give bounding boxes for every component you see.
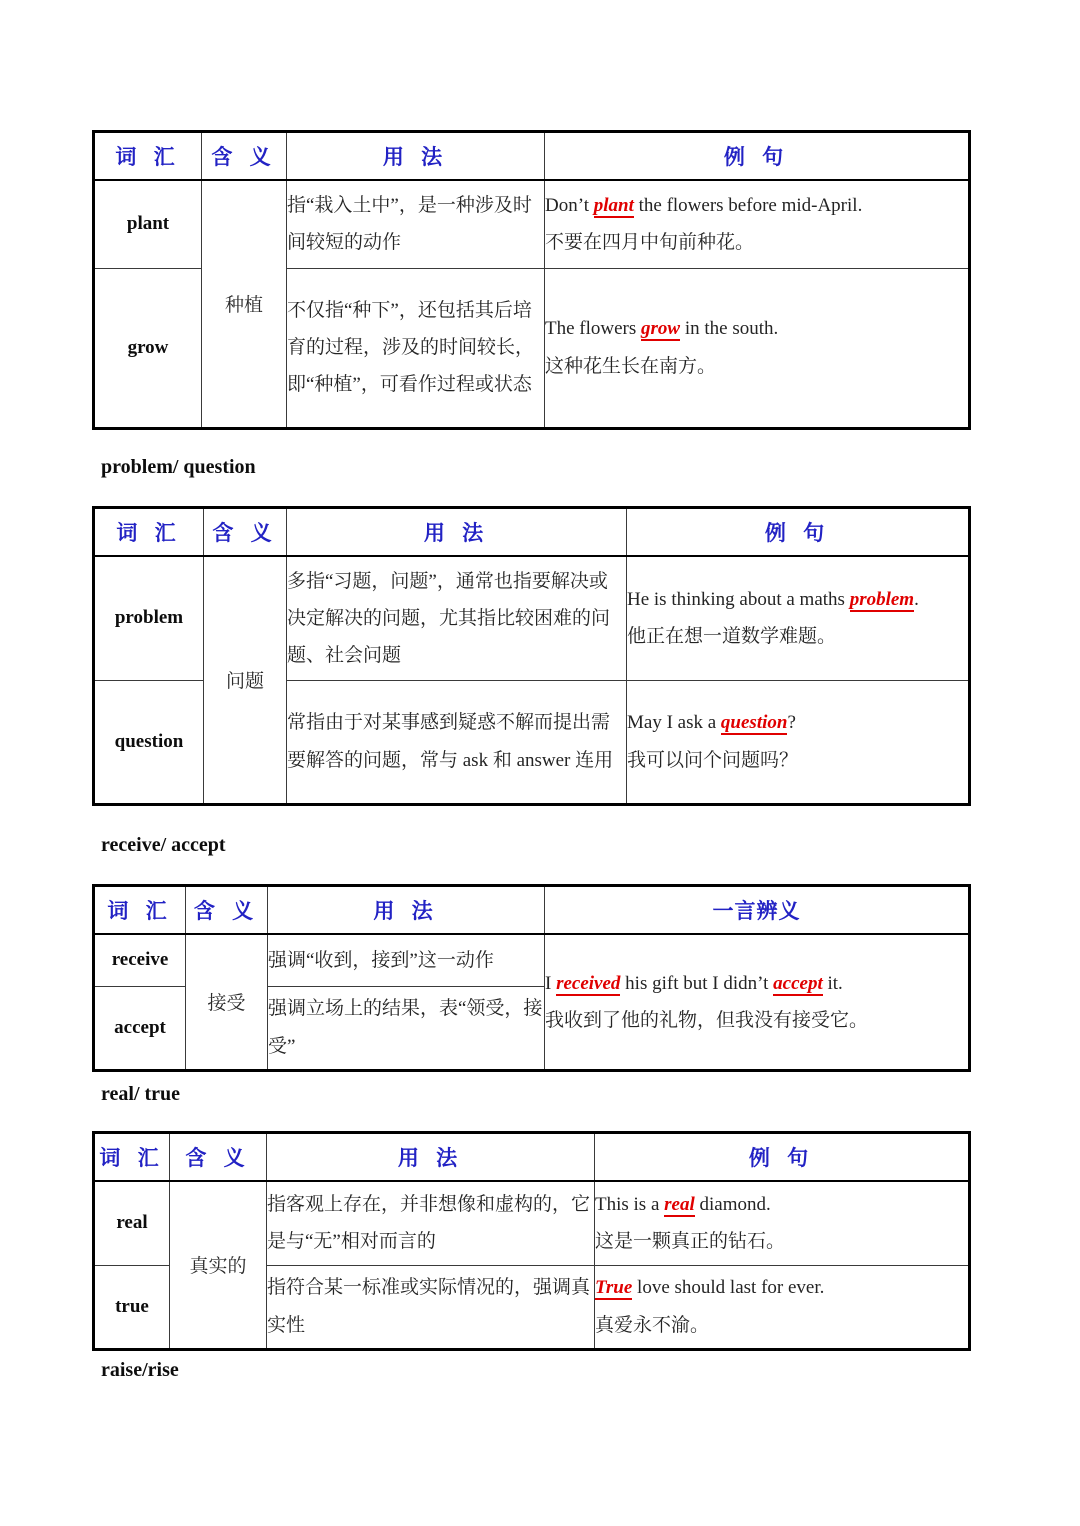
header-meaning: 含 义: [202, 132, 287, 181]
word-cell: receive: [94, 934, 186, 986]
section-caption-problem-question: problem/ question: [101, 456, 256, 478]
example-en-before: The flowers: [545, 318, 642, 340]
word-cell: problem: [94, 556, 204, 680]
word-cell: plant: [94, 180, 202, 268]
header-example: 例 句: [595, 1133, 970, 1182]
example-cell-merged: [545, 934, 970, 1070]
table-header-row: [94, 886, 970, 935]
meaning-cell: 接受: [186, 934, 268, 1070]
section-caption-raise-rise: raise/rise: [101, 1359, 179, 1381]
example-en-after: diamond.: [694, 1194, 771, 1216]
header-meaning: 含 义: [204, 508, 287, 557]
example-en-after: love should last for ever.: [632, 1277, 825, 1299]
table-row: [94, 1181, 970, 1265]
keyword-highlight-received: received: [556, 972, 621, 994]
usage-cell: 指“栽入土中”，是一种涉及时间较短的动作: [287, 180, 545, 268]
usage-cell: 不仅指“种下”，还包括其后培育的过程，涉及的时间较长，即“种植”，可看作过程或状态: [287, 268, 545, 428]
example-cell: [627, 556, 970, 680]
keyword-highlight: True: [595, 1277, 633, 1299]
word-cell: accept: [94, 986, 186, 1070]
example-cell: [545, 180, 970, 268]
usage-cell: 常指由于对某事感到疑惑不解而提出需要解答的问题，常与 ask 和 answer 连用: [287, 680, 627, 804]
usage-cell: 指符合某一标准或实际情况的，强调真实性: [267, 1265, 595, 1349]
example-zh: 不要在四月中旬前种花。: [545, 232, 755, 254]
meaning-cell: 真实的: [170, 1181, 267, 1349]
header-example: 例 句: [627, 508, 970, 557]
header-word: 词 汇: [94, 886, 186, 935]
keyword-highlight: question: [720, 712, 788, 734]
example-cell: [595, 1265, 970, 1349]
header-meaning: 含 义: [170, 1133, 267, 1182]
word-cell: grow: [94, 268, 202, 428]
header-example: 例 句: [545, 132, 970, 181]
example-zh: 这是一颗真正的钻石。: [595, 1231, 786, 1253]
example-en-before: This is a: [595, 1194, 665, 1216]
word-cell: true: [94, 1265, 170, 1349]
keyword-highlight: grow: [641, 318, 681, 340]
example-en-after: in the south.: [680, 318, 779, 340]
example-en-part2: his gift but I didn’t: [620, 972, 774, 994]
header-usage: 用 法: [287, 132, 545, 181]
example-en-before: May I ask a: [627, 712, 721, 734]
header-word: 词 汇: [94, 508, 204, 557]
example-en-after: ?: [787, 712, 796, 734]
example-en-part3: it.: [822, 972, 843, 994]
comparison-table-receive-accept: [92, 884, 971, 1072]
example-cell: [627, 680, 970, 804]
example-zh: 真爱永不渝。: [595, 1314, 710, 1336]
comparison-table-problem-question: [92, 506, 971, 806]
comparison-table-real-true: [92, 1131, 971, 1351]
example-cell: [595, 1181, 970, 1265]
example-en-before: Don’t: [545, 195, 594, 217]
header-word: 词 汇: [94, 1133, 170, 1182]
usage-cell: 多指“习题，问题”，通常也指要解决或决定解决的问题，尤其指比较困难的问题、社会问题: [287, 556, 627, 680]
example-zh: 他正在想一道数学难题。: [627, 626, 837, 648]
table-row: [94, 556, 970, 680]
keyword-highlight: real: [664, 1194, 695, 1216]
table-row: [94, 934, 970, 986]
example-en-after: .: [914, 589, 919, 611]
example-en-part1: I: [545, 972, 557, 994]
example-en-after: the flowers before mid-April.: [633, 195, 863, 217]
header-usage: 用 法: [268, 886, 545, 935]
table-header-row: [94, 1133, 970, 1182]
section-caption-receive-accept: receive/ accept: [101, 834, 226, 856]
keyword-highlight-accept: accept: [773, 972, 823, 994]
table-row: [94, 180, 970, 268]
word-cell: real: [94, 1181, 170, 1265]
section-caption-real-true: real/ true: [101, 1083, 181, 1105]
example-en-before: He is thinking about a maths: [627, 589, 850, 611]
example-zh: 我可以问个问题吗？: [627, 749, 799, 771]
meaning-cell: 问题: [204, 556, 287, 804]
keyword-highlight: problem: [849, 589, 915, 611]
table-header-row: [94, 508, 970, 557]
usage-cell: 强调立场上的结果，表“领受，接受”: [268, 986, 545, 1070]
comparison-table-plant-grow: [92, 130, 971, 430]
example-zh: 这种花生长在南方。: [545, 355, 717, 377]
header-usage: 用 法: [287, 508, 627, 557]
header-meaning: 含 义: [186, 886, 268, 935]
header-word: 词 汇: [94, 132, 202, 181]
header-usage: 用 法: [267, 1133, 595, 1182]
table-header-row: [94, 132, 970, 181]
header-one-line-distinction: 一言辨义: [545, 886, 970, 935]
word-cell: question: [94, 680, 204, 804]
example-cell: [545, 268, 970, 428]
usage-cell: 指客观上存在，并非想像和虚构的，它是与“无”相对而言的: [267, 1181, 595, 1265]
usage-cell: 强调“收到，接到”这一动作: [268, 934, 545, 986]
example-zh: 我收到了他的礼物，但我没有接受它。: [545, 1009, 869, 1031]
meaning-cell: 种植: [202, 180, 287, 428]
keyword-highlight: plant: [593, 195, 634, 217]
